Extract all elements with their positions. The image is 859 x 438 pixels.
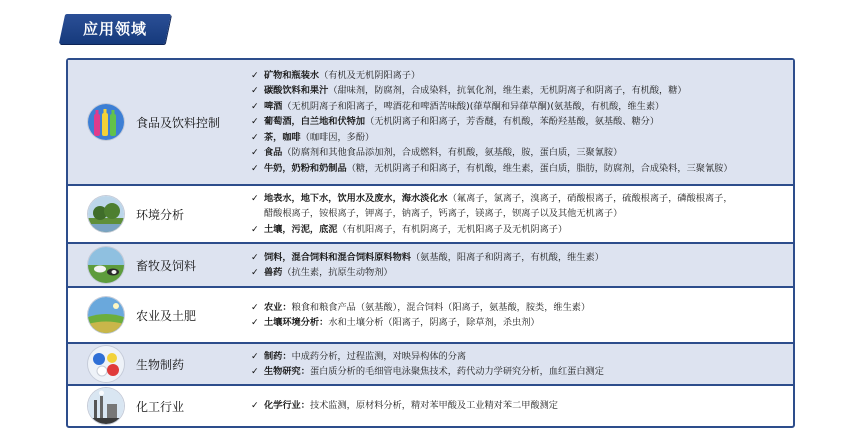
list-item: ✓ 矿物和瓶装水（有机及无机阴阳离子）	[251, 69, 421, 81]
beverage-bottles-icon	[88, 104, 124, 140]
table-row	[68, 386, 793, 426]
list-item: ✓ 制药：中成药分析，过程监测，对映异构体的分离	[251, 350, 467, 362]
list-item: ✓ 兽药（抗生素，抗原生动物剂）	[251, 267, 393, 278]
category-cell	[68, 186, 243, 242]
list-item: ✓ 碳酸饮料和果汁（甜味剂，防腐剂，合成染料，抗氧化剂，维生素，无机阴离子和阴离子，有机酸，糖）	[251, 85, 687, 97]
application-table	[66, 58, 795, 428]
item-list	[251, 186, 789, 242]
pills-icon	[88, 346, 124, 382]
landscape-icon	[88, 196, 124, 232]
list-item: ✓ 土壤环境分析：水和土壤分析（阳离子，阴离子，除草剂，杀虫剂）	[251, 317, 540, 328]
table-row	[68, 344, 793, 386]
category-cell	[68, 60, 243, 184]
item-list	[251, 288, 789, 342]
item-list	[251, 344, 789, 384]
category-cell	[68, 344, 243, 384]
list-item: ✓ 农业：粮食和粮食产品（氨基酸），混合饲料（阳离子，氨基酸，胺类，维生素）	[251, 301, 591, 313]
farmland-icon	[88, 297, 124, 333]
item-list	[251, 386, 789, 426]
category-label: 化工行业	[136, 399, 185, 414]
list-item: ✓ 地表水，地下水，饮用水及废水，海水淡化水（氟离子，氯离子，溴离子，硝酸根离子，硫酸根离子，磷酸根离子， 醋酸根离子，铵根离子，钾离子，钠离子，钙离子，镁离子，钡离子以及其他无机离子）	[251, 192, 733, 220]
table-row	[68, 60, 793, 186]
list-item: ✓ 土壤，污泥，底泥（有机阳离子，有机阴离子，无机阳离子及无机阴离子）	[251, 223, 568, 235]
livestock-icon	[88, 247, 124, 283]
category-label: 环境分析	[136, 207, 185, 222]
item-list	[251, 244, 789, 286]
category-label: 生物制药	[136, 357, 185, 372]
section-title: 应用领域	[82, 20, 147, 38]
list-item: ✓ 啤酒（无机阴离子和阳离子，啤酒花和啤酒苦味酸)(葎草酮和异葎草酮)(氨基酸，有机酸，维生素）	[251, 100, 665, 112]
list-item: ✓ 食品（防腐剂和其他食品添加剂，合成燃料，有机酸，氨基酸，胺，蛋白质，三聚氰胺）	[251, 147, 623, 159]
table-row	[68, 288, 793, 344]
item-list	[251, 60, 789, 184]
category-cell	[68, 244, 243, 286]
category-label: 农业及土肥	[136, 308, 197, 323]
list-item: ✓ 葡萄酒，白兰地和伏特加（无机阴离子和阳离子，芳香醚，有机酸，苯酚羟基酸，氨基酸、糖分）	[251, 116, 660, 128]
list-item: ✓ 饲料，混合饲料和混合饲料原料物料（氨基酸，阳离子和阴离子，有机酸，维生素）	[251, 251, 604, 263]
table-row	[68, 186, 793, 244]
list-item: ✓ 牛奶，奶粉和奶制品（糖，无机阴离子和阳离子，有机酸，维生素，蛋白质，脂肪，防腐剂，合成染料，三聚氰胺）	[251, 162, 733, 174]
list-item: ✓ 茶，咖啡（咖啡因，多酚）	[251, 131, 375, 143]
category-cell	[68, 288, 243, 342]
category-label: 食品及饮料控制	[136, 115, 221, 130]
table-row	[68, 244, 793, 288]
list-item: ✓ 化学行业：技术监测，原材料分析，精对苯甲酸及工业精对苯二甲酸测定	[251, 400, 558, 412]
category-cell	[68, 386, 243, 426]
category-label: 畜牧及饲料	[136, 258, 197, 273]
chemical-plant-icon	[88, 388, 124, 424]
list-item: ✓ 生物研究：蛋白质分析的毛细管电泳聚焦技术，药代动力学研究分析，血红蛋白测定	[251, 366, 604, 377]
